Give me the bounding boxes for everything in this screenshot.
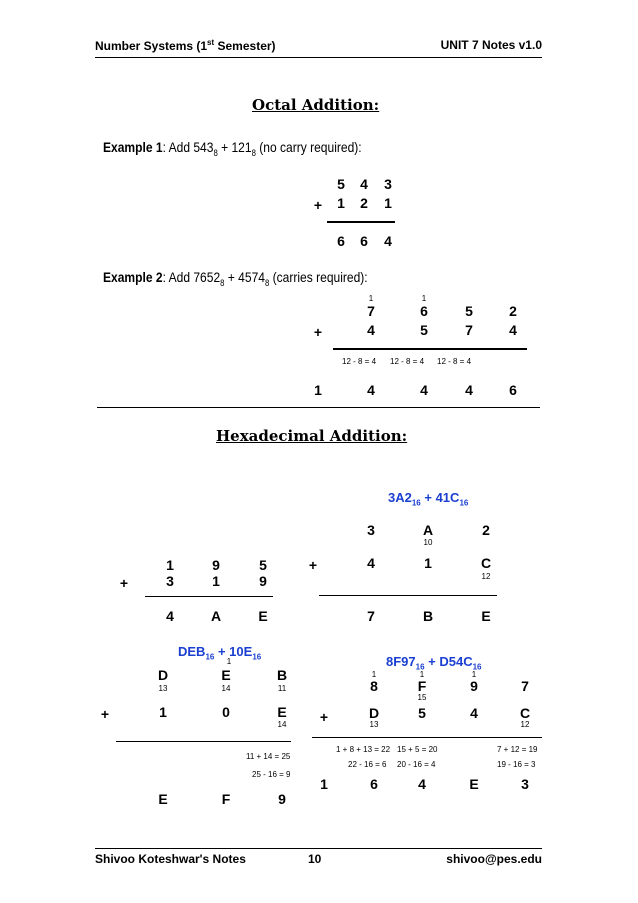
hex4-subscript: 15 <box>417 693 427 702</box>
hex4-problem-title: $8F97_{16} + D54C_{16}$ <box>386 654 482 672</box>
calc-note: 22 - 16 = 6 <box>348 760 387 769</box>
ex1-result-digit: 4 <box>384 233 392 249</box>
hex1-result-digit: 4 <box>166 608 174 624</box>
sum-line <box>116 741 291 742</box>
header-right: UNIT 7 Notes v1.0 <box>440 38 542 52</box>
ex1-digit: 1 <box>337 195 345 211</box>
carry-digit: 1 <box>368 294 374 303</box>
hex4-result-digit: 1 <box>320 776 328 792</box>
ex2-result-digit: 1 <box>314 382 322 398</box>
ex2-digit: 7 <box>367 303 375 319</box>
ex2-digit: 4 <box>367 322 375 338</box>
sum-line <box>145 596 273 597</box>
sum-line <box>319 595 497 596</box>
hex1-digit: 9 <box>212 557 220 573</box>
carry-digit: 1 <box>421 294 427 303</box>
ex2-result-digit: 4 <box>420 382 428 398</box>
hex3-result-digit: F <box>221 791 231 807</box>
hex2-subscript: 10 <box>423 538 433 547</box>
calc-note: 1 + 8 + 13 = 22 <box>336 745 391 754</box>
hex3-subscript: 11 <box>277 684 287 693</box>
page-number: 10 <box>308 852 322 866</box>
header-rule <box>95 57 542 58</box>
calc-note: 15 + 5 = 20 <box>397 745 438 754</box>
footer-right: shivoo@pes.edu <box>446 852 542 866</box>
hex3-digit: B <box>276 667 288 683</box>
ex1-digit: 4 <box>360 176 368 192</box>
hex3-subscript: 13 <box>158 684 168 693</box>
hex3-digit: 0 <box>222 704 230 720</box>
ex2-digit: 5 <box>465 303 473 319</box>
ex2-digit: 7 <box>465 322 473 338</box>
ex2-result-digit: 4 <box>367 382 375 398</box>
hex4-result-digit: 6 <box>370 776 378 792</box>
sum-line <box>327 221 395 223</box>
hex4-subscript: 13 <box>369 720 379 729</box>
plus-sign: + <box>100 706 110 722</box>
ex1-digit: 2 <box>360 195 368 211</box>
sum-line <box>333 348 527 350</box>
hex4-result-digit: E <box>469 776 479 792</box>
hex4-result-digit: 4 <box>418 776 426 792</box>
hex2-digit: 2 <box>482 522 490 538</box>
example2-heading: Example 2: Add $7652_8 + 4574_8$ (carries required): <box>103 269 368 288</box>
carry-digit: 1 <box>226 657 232 666</box>
hex4-digit: 5 <box>418 705 426 721</box>
ex1-result-digit: 6 <box>360 233 368 249</box>
hex4-digit: F <box>417 678 427 694</box>
hex2-result-digit: E <box>481 608 491 624</box>
hex4-digit: 7 <box>521 678 529 694</box>
ex1-digit: 3 <box>384 176 392 192</box>
hex3-digit: E <box>277 704 287 720</box>
plus-sign: + <box>313 324 323 340</box>
carry-digit: 1 <box>471 670 477 679</box>
octal-title: Octal Addition: <box>252 96 380 114</box>
calc-note: 11 + 14 = 25 <box>246 752 291 761</box>
hex4-result-digit: 3 <box>521 776 529 792</box>
ex2-digit: 4 <box>509 322 517 338</box>
hex3-problem-title: $DEB_{16} + 10E_{16}$ <box>178 644 262 662</box>
ex1-digit: 1 <box>384 195 392 211</box>
ex1-result-digit: 6 <box>337 233 345 249</box>
hex3-subscript: 14 <box>221 684 231 693</box>
ex2-result-digit: 4 <box>465 382 473 398</box>
calc-note: 19 - 16 = 3 <box>497 760 536 769</box>
ex2-digit: 2 <box>509 303 517 319</box>
hex3-digit: D <box>157 667 169 683</box>
hex2-subscript: 12 <box>481 572 491 581</box>
hex1-digit: 3 <box>166 573 174 589</box>
hex2-result-digit: 7 <box>367 608 375 624</box>
hex2-result-digit: B <box>422 608 434 624</box>
section-divider <box>97 407 540 408</box>
hex2-digit: 4 <box>367 555 375 571</box>
calc-note: 7 + 12 = 19 <box>497 745 538 754</box>
hex2-problem-title: $3A2_{16} + 41C_{16}$ <box>388 490 469 508</box>
hex1-digit: 1 <box>166 557 174 573</box>
hex3-result-digit: 9 <box>278 791 286 807</box>
hex2-digit: C <box>480 555 492 571</box>
hex3-result-digit: E <box>158 791 168 807</box>
sum-line <box>312 737 542 738</box>
ex2-digit: 5 <box>420 322 428 338</box>
hex1-digit: 9 <box>259 573 267 589</box>
hex1-digit: 5 <box>259 557 267 573</box>
calc-note: 20 - 16 = 4 <box>397 760 436 769</box>
hex3-digit: 1 <box>159 704 167 720</box>
hex3-subscript: 14 <box>277 720 287 729</box>
hex4-digit: 8 <box>370 678 378 694</box>
ex1-digit: 5 <box>337 176 345 192</box>
ex2-result-digit: 6 <box>509 382 517 398</box>
hex2-digit: 1 <box>424 555 432 571</box>
footer-left: Shivoo Koteshwar's Notes <box>95 852 246 866</box>
carry-digit: 1 <box>419 670 425 679</box>
plus-sign: + <box>313 197 323 213</box>
hex2-digit: A <box>422 522 434 538</box>
hex-title: Hexadecimal Addition: <box>216 427 408 445</box>
hex1-digit: 1 <box>212 573 220 589</box>
ex2-digit: 6 <box>420 303 428 319</box>
hex4-digit: D <box>368 705 380 721</box>
hex2-digit: 3 <box>367 522 375 538</box>
calc-note: 12 - 8 = 4 <box>390 357 425 366</box>
hex1-result-digit: E <box>258 608 268 624</box>
hex4-digit: 9 <box>470 678 478 694</box>
calc-note: 25 - 16 = 9 <box>252 770 291 779</box>
header-left: Number Systems (1st Semester) <box>95 38 276 53</box>
carry-digit: 1 <box>371 670 377 679</box>
plus-sign: + <box>319 709 329 725</box>
calc-note: 12 - 8 = 4 <box>437 357 472 366</box>
plus-sign: + <box>308 557 318 573</box>
hex4-digit: 4 <box>470 705 478 721</box>
hex3-digit: E <box>221 667 231 683</box>
plus-sign: + <box>119 575 129 591</box>
footer-rule <box>95 848 542 849</box>
hex4-subscript: 12 <box>520 720 530 729</box>
hex4-digit: C <box>519 705 531 721</box>
calc-note: 12 - 8 = 4 <box>342 357 377 366</box>
hex1-result-digit: A <box>210 608 222 624</box>
example1-heading: Example 1: Add $543_8 + 121_8$ (no carry required): <box>103 139 362 158</box>
